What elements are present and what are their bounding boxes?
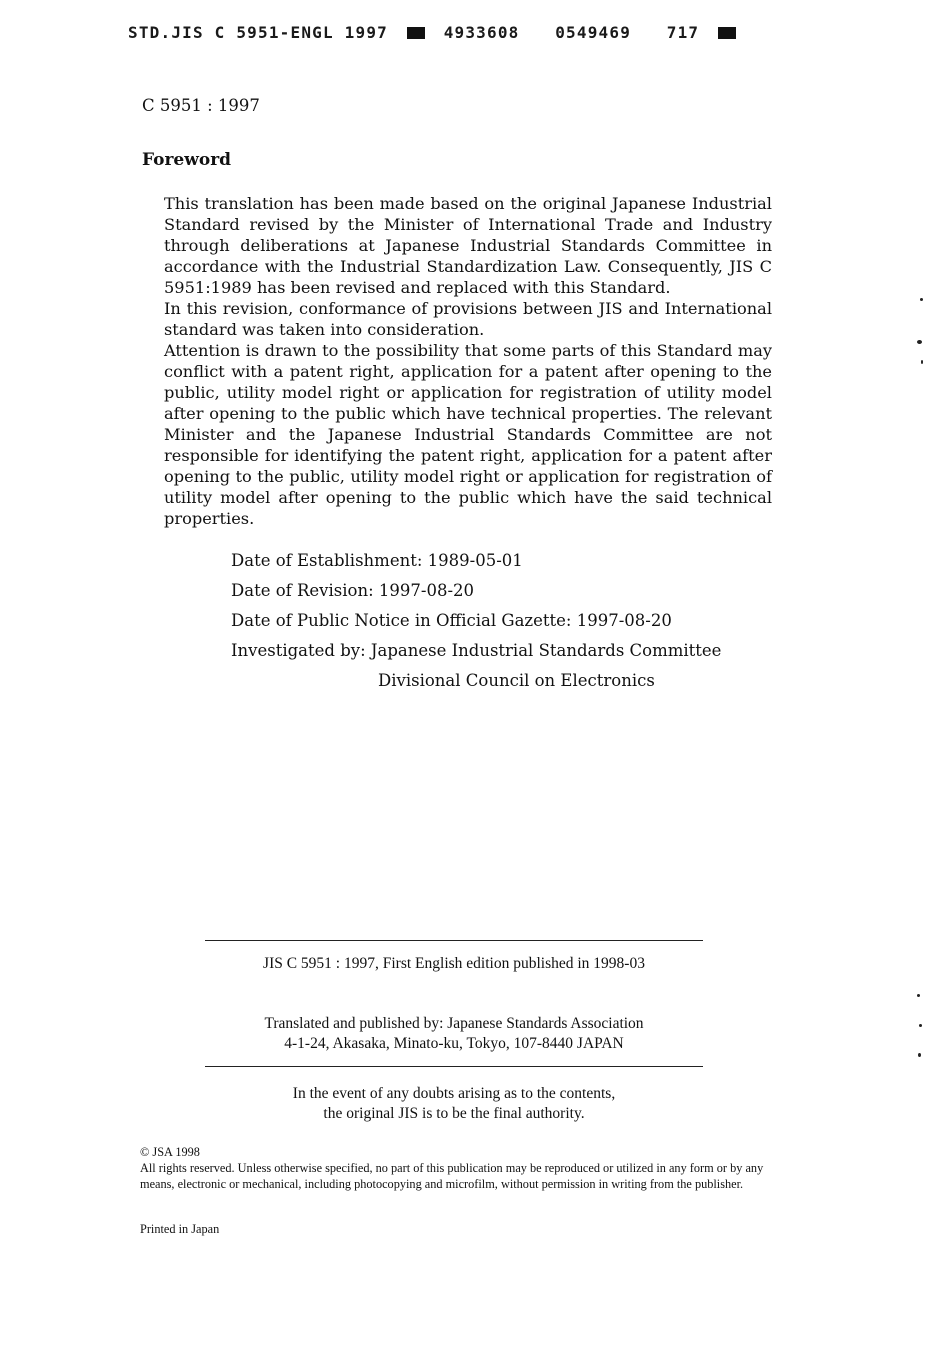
date-revision: Date of Revision: 1997-08-20 <box>231 581 475 600</box>
scan-speck <box>920 298 923 301</box>
scan-speck <box>917 340 922 344</box>
scan-speck <box>917 994 920 997</box>
date-establishment: Date of Establishment: 1989-05-01 <box>231 551 523 570</box>
foreword-body <box>164 193 772 529</box>
copyright-holder: © JSA 1998 <box>140 1145 200 1159</box>
edition-line: JIS C 5951 : 1997, First English edition published in 1998-03 <box>263 955 645 972</box>
printed-in: Printed in Japan <box>140 1222 220 1236</box>
dates-block <box>231 549 721 699</box>
authority-note <box>205 1084 703 1124</box>
foreword-paragraph-1: This translation has been made based on the original Japanese Industrial Standard revised by the Minister of International Trade and Industry through deliberations at Japanese Industrial Standards Committee in accordance with the Industrial Standardization Law. Consequently, JIS C 5951:1989 has been revised and replaced with this Standard. <box>164 194 772 297</box>
stamp-block-marker <box>407 27 425 39</box>
stamp-standard-id: STD.JIS C 5951-ENGL 1997 <box>128 23 388 42</box>
divider-top <box>205 940 703 941</box>
header-stamp <box>128 22 744 42</box>
stamp-block-marker-end <box>718 27 736 39</box>
foreword-paragraph-3: Attention is drawn to the possibility that some parts of this Standard may conflict with a patent right, application for a patent after opening to the public, utility model right or application for registration of utility model after opening to the public which have technical properties. The relevant Minister and the Japanese Industrial Standards Committee are not responsible for identifying the patent right, application for a patent after opening to the public, utility model right or application for registration of utility model after opening to the public which have the said technical properties. <box>164 341 772 528</box>
standard-number: C 5951 : 1997 <box>142 96 260 115</box>
date-public-notice: Date of Public Notice in Official Gazette: 1997-08-20 <box>231 611 672 630</box>
publisher-block <box>205 1014 703 1054</box>
divisional-council: Divisional Council on Electronics <box>378 671 655 690</box>
authority-line-1: In the event of any doubts arising as to the contents, <box>292 1085 616 1102</box>
scan-speck <box>918 1053 921 1057</box>
publisher-line-1: Translated and published by: Japanese Standards Association <box>264 1015 644 1032</box>
publisher-line-2: 4-1-24, Akasaka, Minato-ku, Tokyo, 107-8440 JAPAN <box>284 1035 624 1052</box>
stamp-code-1: 4933608 <box>443 23 520 42</box>
foreword-paragraph-2: In this revision, conformance of provisions between JIS and International standard was taken into consideration. <box>164 299 772 339</box>
copyright-notice: All rights reserved. Unless otherwise specified, no part of this publication may be reproduced or utilized in any form or by any means, electronic or mechanical, including photocopying and microfilm, without permission in writing from the publisher. <box>140 1161 764 1191</box>
stamp-code-2: 0549469 <box>555 23 632 42</box>
scan-speck <box>921 360 923 364</box>
investigated-by: Investigated by: Japanese Industrial Standards Committee <box>231 641 722 660</box>
scan-speck <box>919 1024 922 1027</box>
divider-bottom <box>205 1066 703 1067</box>
authority-line-2: the original JIS is to be the final authority. <box>323 1105 585 1122</box>
stamp-code-3: 717 <box>666 23 700 42</box>
foreword-heading: Foreword <box>142 150 232 170</box>
